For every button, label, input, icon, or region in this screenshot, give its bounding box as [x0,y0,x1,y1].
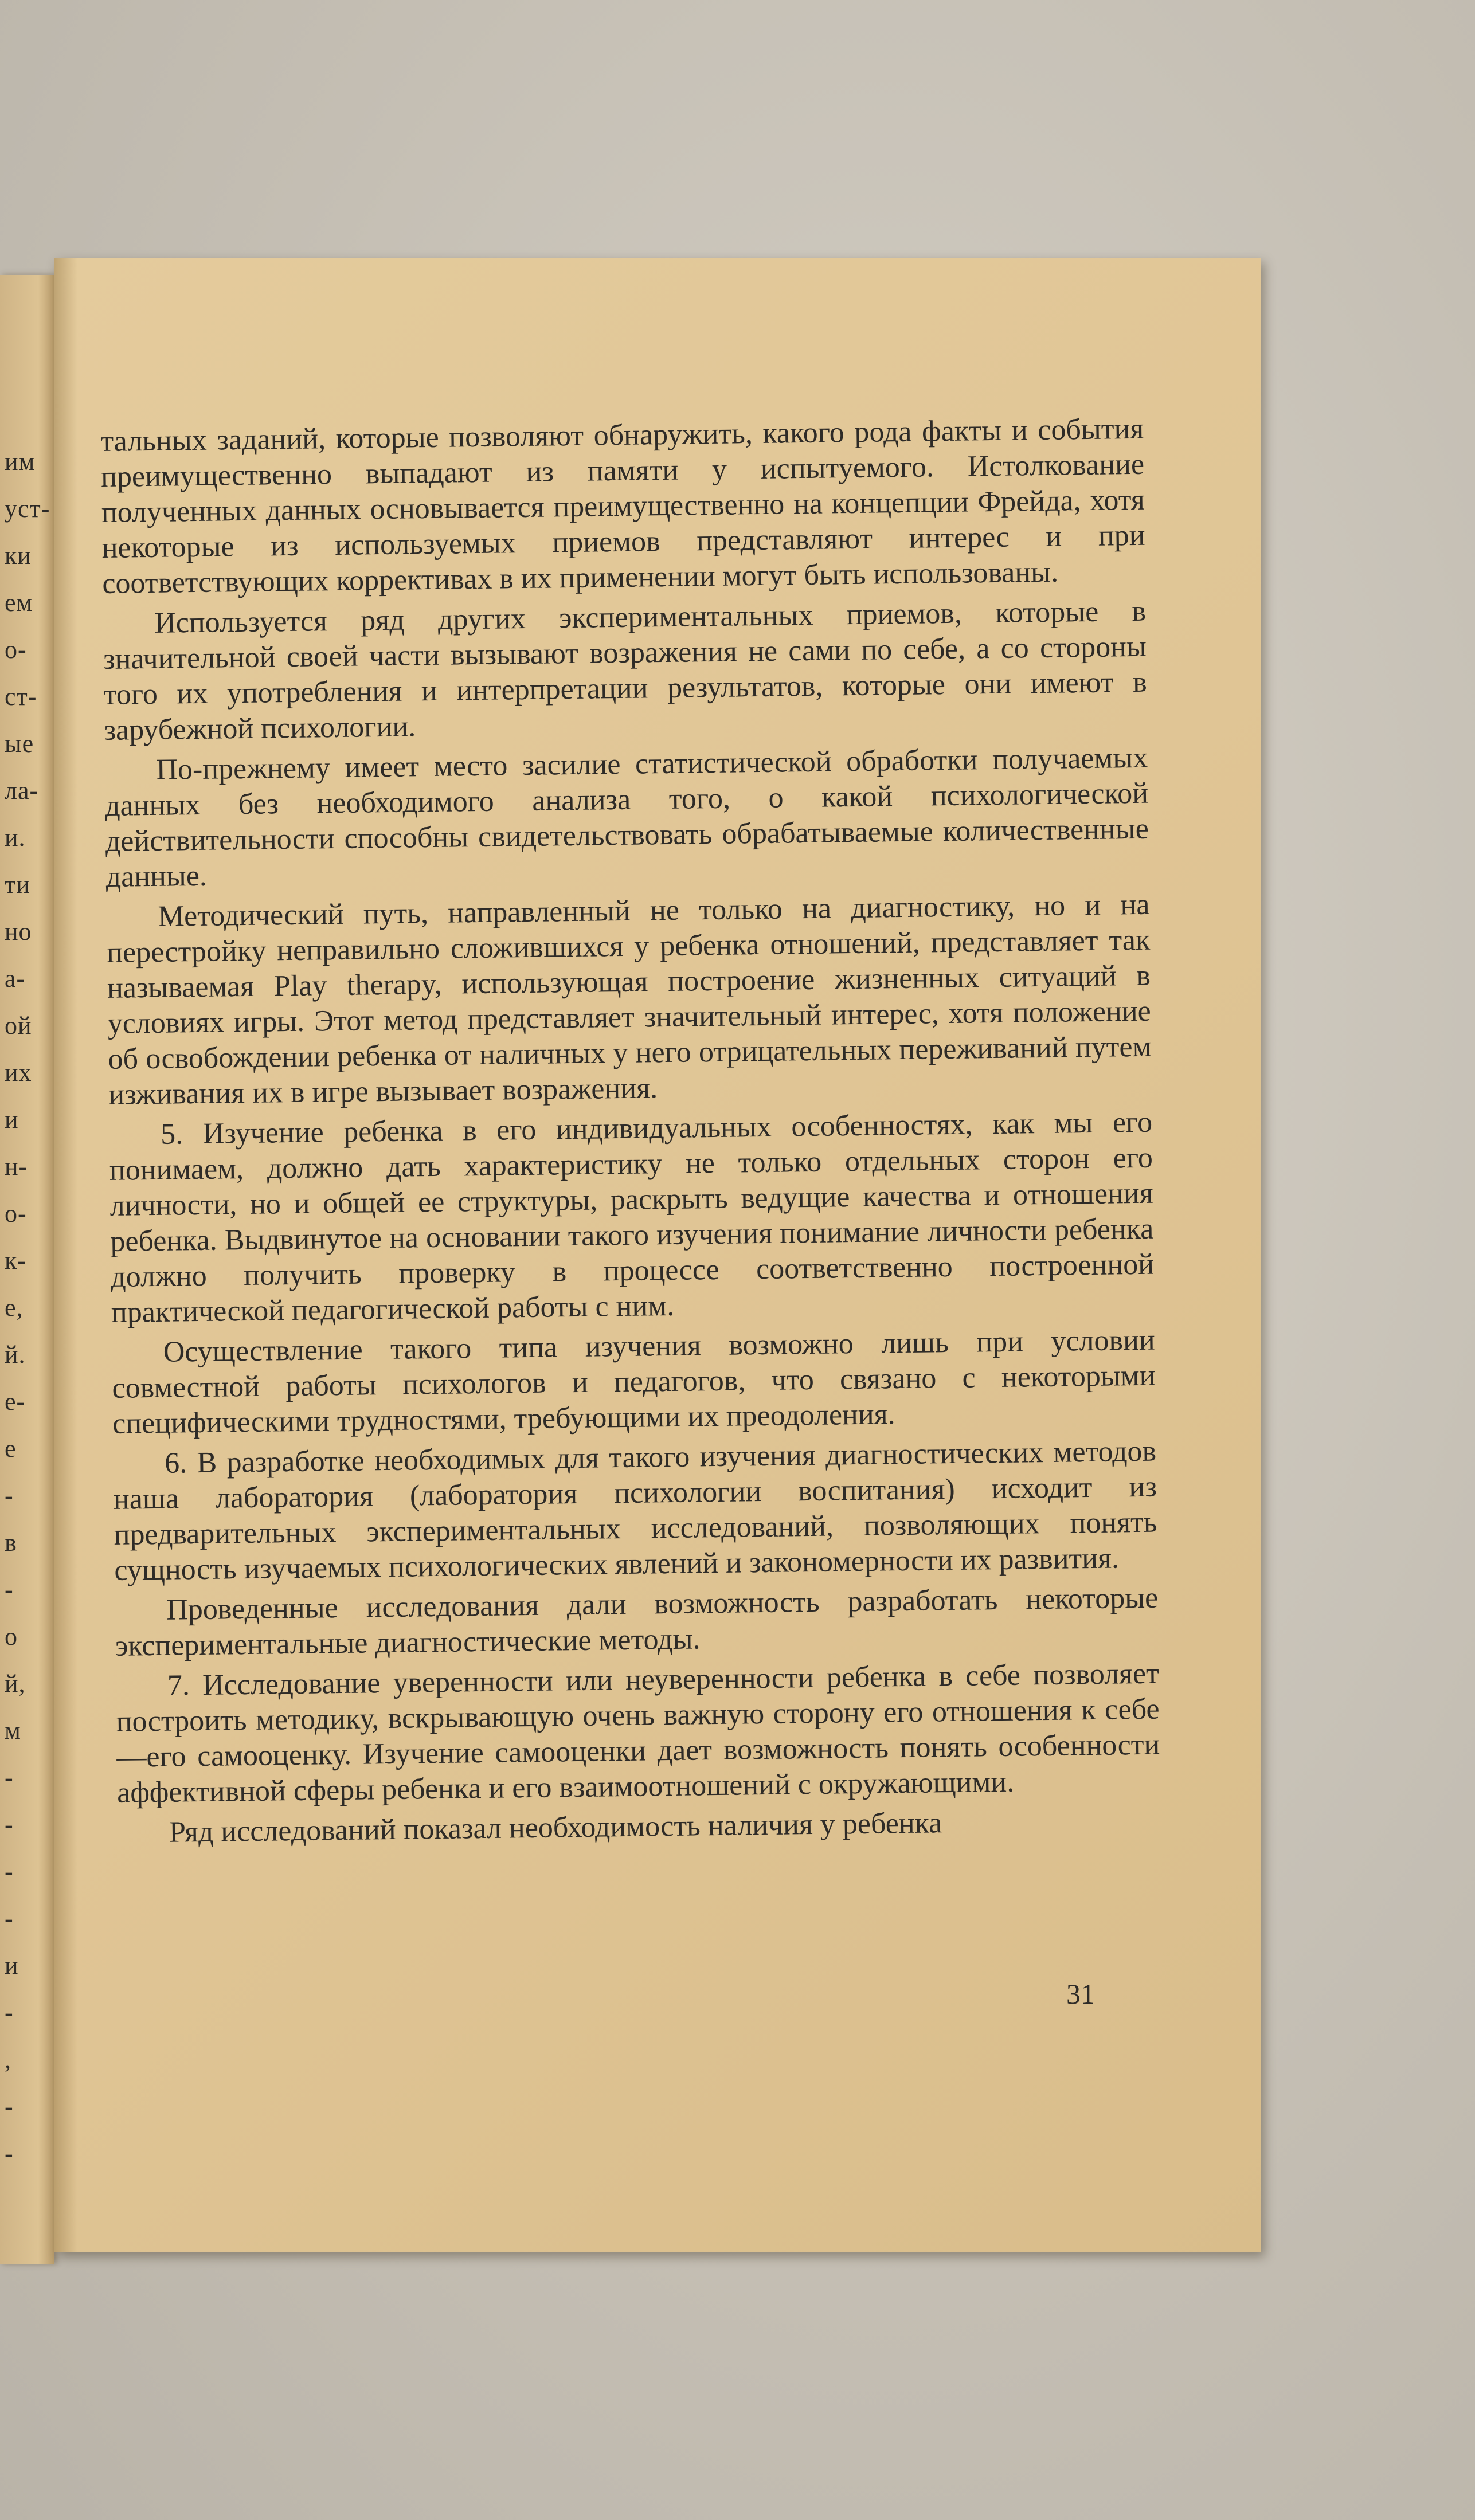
paragraph-6: Осуществление такого типа изучения возможно лишь при условии совместной работы психологов и педагогов, что связано с некоторыми специфическими трудностями, требующими их преодоления. [112,1323,1156,1440]
left-page-fragment: ти [5,871,30,899]
left-page-fragment: й. [5,1341,26,1369]
left-page-fragment: ки [5,542,32,570]
left-page-fragment: уст- [5,495,50,523]
left-page-fragment: к- [5,1247,27,1275]
left-page-fragment: но [5,918,32,946]
paragraph-9: 7. Исследование уверенности или неуверенности ребенка в себе позволяет построить методику, вскрывающую очень важную сторону его отношения к себе—его самооценку. Изучение самооценки дает возможность понять особенности аффективной сферы ребенка и его взаимоотношений с окружающими. [116,1657,1160,1809]
left-page-fragment: в [5,1529,17,1557]
left-page-fragment: - [5,1998,14,2027]
page-body [100,411,1161,1856]
paragraph-8: Проведенные исследования дали возможность разработать некоторые экспериментальные диагностические методы. [115,1581,1159,1663]
left-page-fragment: а- [5,965,26,993]
left-page-fragment: ой [5,1012,32,1040]
left-page-fragment: - [5,1810,14,1839]
left-page-fragment: о- [5,1200,27,1228]
left-page-fragment: м [5,1716,21,1745]
paragraph-5: 5. Изучение ребенка в его индивидуальных особенностях, как мы его понимаем, должно дать характеристику не только отдельных сторон его личности, но и общей ее структуры, раскрыть ведущие качества и отношения ребенка. Выдвинутое на основании такого изучения понимание личности ребенка должно получить проверку в процессе соответственно построенной практической педагогической работы с ним. [109,1106,1155,1329]
left-page-fragment: им [5,448,36,476]
left-page-fragment: - [5,1904,14,1933]
paragraph-2: Используется ряд других экспериментальных приемов, которые в значительной своей части вызывают возражения не сами по себе, а со стороны того их употребления и интерпретации результатов, которые они имеют в зарубежной психологии. [103,594,1147,747]
left-page-fragment: - [5,1482,14,1510]
left-page-fragment: о- [5,636,27,664]
left-page-fragment: - [5,2139,14,2168]
left-page-fragment: о [5,1622,18,1651]
previous-page-edge [0,275,54,2264]
left-page-fragment: е [5,1435,17,1463]
page-number: 31 [1066,1978,1095,2010]
left-page-fragment: их [5,1059,32,1087]
left-page-fragment: ые [5,730,34,758]
left-page-fragment: ст- [5,683,37,711]
left-page-fragment: ем [5,589,33,617]
left-page-fragment: - [5,1857,14,1886]
paragraph-7: 6. В разработке необходимых для такого изучения диагностических методов наша лаборатория (лаборатория психологии воспитания) исходит из предварительных экспериментальных исследований, позволяющих понять сущность изучаемых психологических явлений и закономерности их развития. [113,1435,1157,1587]
left-page-fragment: н- [5,1153,28,1181]
left-page-fragment: е, [5,1294,24,1322]
paragraph-10: Ряд исследований показал необходимость наличия у ребенка [169,1806,942,1849]
paragraph-1: тальных заданий, которые позволяют обнаружить, какого рода факты и события преимущественно выпадают из памяти у испытуемого. Истолкование полученных данных основывается преимущественно на концепции Фрейда, хотя некоторые из используемых приемов представляют интерес и при соответствующих коррективах в их применении могут быть использованы. [100,412,1145,600]
paragraph-4: Методический путь, направленный не только на диагностику, но и на перестройку неправильно сложившихся у ребенка отношений, представляет так называемая Play therapy, использующая построение жизненных ситуаций в условиях игры. Этот метод представляет значительный интерес, хотя положение об освобождении ребенка от наличных у него отрицательных переживаний путем изживания их в игре вызывает возражения. [106,888,1152,1111]
paragraph-3: По-прежнему имеет место засилие статистической обработки получаемых данных без необходимого анализа того, о какой психологической действительности способны свидетельствовать обрабатываемые количественные данные. [104,741,1149,893]
left-page-fragment: й, [5,1669,26,1698]
left-page-fragment: и. [5,824,26,852]
left-page-fragment: и [5,1951,19,1980]
left-page-fragment: е- [5,1388,26,1416]
book-page [54,258,1261,2252]
left-page-fragment: и [5,1106,19,1134]
left-page-fragment: - [5,1576,14,1604]
left-page-fragment: , [5,2045,11,2074]
left-page-fragment: - [5,1763,14,1792]
left-page-fragment: ла- [5,777,39,805]
left-page-fragment: - [5,2092,14,2121]
